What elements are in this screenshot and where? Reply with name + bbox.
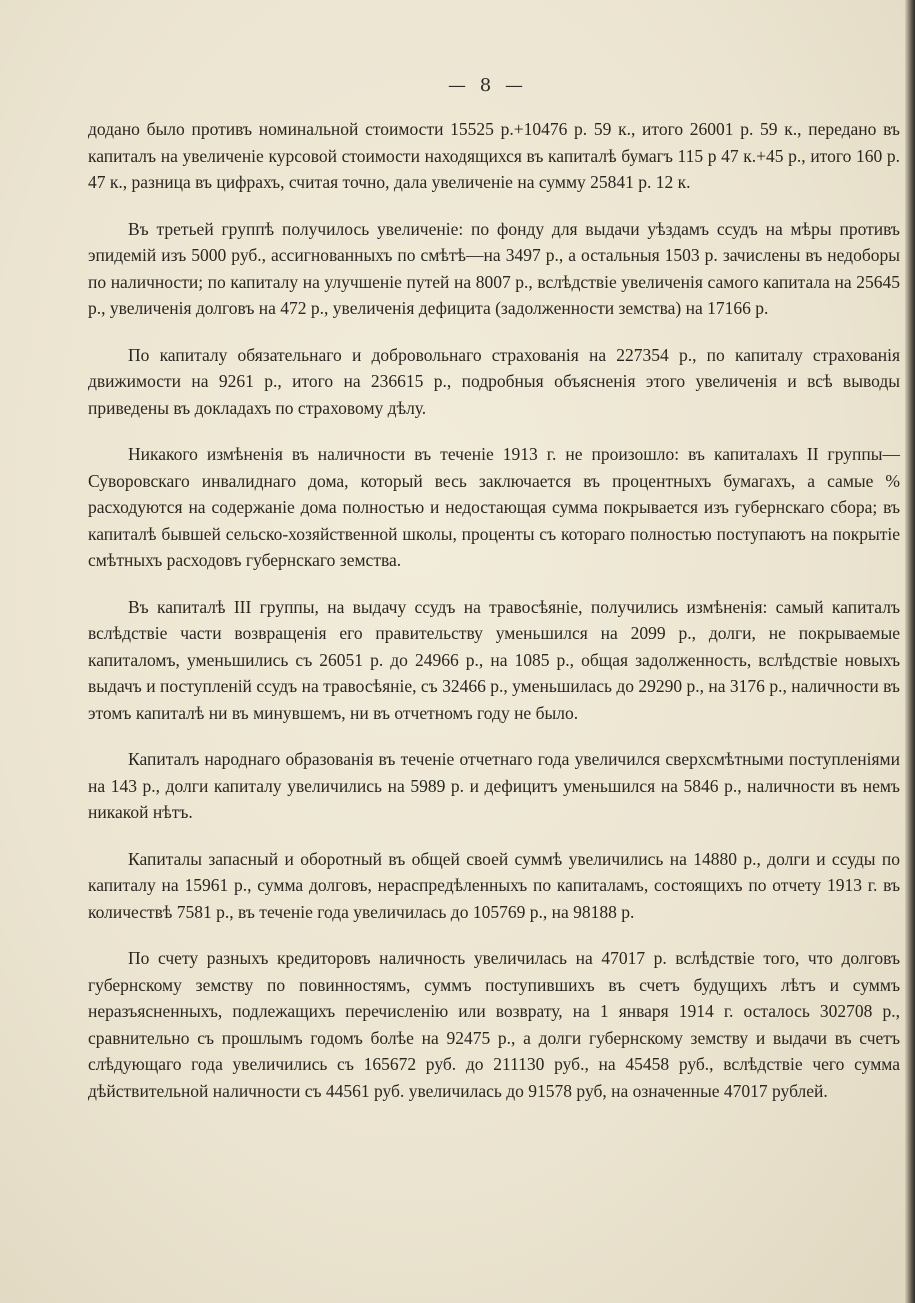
paragraph-2: Въ третьей группѣ получилось увеличеніе: по фонду для выдачи уѣздамъ ссудъ на мѣры противъ эпидемій изъ 5000 руб., ассигнованныхъ по смѣтѣ—на 3497 р., а остальныя 1503 р. зачислены въ недоборы по наличности; по капиталу на улучшеніе путей на 8007 р., вслѣдствіе увеличенія самого капитала на 25645 р., увеличенія долговъ на 472 р., увеличенія дефицита (задолженности земства) на 17166 р. — [88, 218, 900, 318]
paragraph-7: Капиталы запасный и оборотный въ общей своей суммѣ увеличились на 14880 р., долги и ссуды по капиталу на 15961 р., сумма долговъ, нераспредѣленныхъ по капиталамъ, состоящихъ по отчету 1913 г. въ количествѣ 7581 р., въ теченіе года увеличилась до 105769 р., на 98188 р. — [88, 848, 900, 922]
page-binding-edge — [905, 0, 915, 1303]
paragraph-4: Никакого измѣненія въ наличности въ теченіе 1913 г. не произошло: въ капиталахъ II группы—Суворовскаго инвалиднаго дома, который весь заключается въ процентныхъ бумагахъ, а самые % расходуются на содержаніе дома полностью и недостающая сумма покрывается изъ губернскаго сбора; въ капиталѣ бывшей сельско-хозяйственной школы, проценты съ котораго полностью поступаютъ на покрытіе смѣтныхъ расходовъ губернскаго земства. — [88, 444, 900, 570]
paragraph-1: додано было противъ номинальной стоимости 15525 р.+10476 р. 59 к., итого 26001 р. 59 к., передано въ капиталъ на увеличеніе курсовой стоимости находящихся въ капиталѣ бумагъ 115 р 47 к.+45 р., итого 160 р. 47 к., разница въ цифрахъ, считая точно, дала увеличеніе на сумму 25841 р. 12 к. — [88, 119, 900, 192]
paragraph-3: По капиталу обязательнаго и добровольнаго страхованія на 227354 р., по капиталу страхованія движимости на 9261 р., итого на 236615 р., подробныя объясненія этого увеличенія и всѣ выводы приведены въ докладахъ по страховому дѣлу. — [88, 344, 900, 418]
paragraph-5: Въ капиталѣ III группы, на выдачу ссудъ на травосѣяніе, получились измѣненія: самый капиталъ вслѣдствіе части возвращенія его правительству уменьшился на 2099 р., долги, не покрываемые капиталомъ, уменьшились съ 26051 р. до 24966 р., на 1085 р., общая задолженность, вслѣдствіе новыхъ выдачъ и поступленій ссудъ на травосѣяніе, съ 32466 р., уменьшилась до 29290 р., на 3176 р., наличности въ этомъ капиталѣ ни въ минувшемъ, ни въ отчетномъ году не было. — [88, 596, 900, 723]
page-number: — 8 — — [448, 75, 527, 96]
body-text — [88, 116, 900, 1124]
paragraph-6: Капиталъ народнаго образованія въ теченіе отчетнаго года увеличился сверхсмѣтными поступленіями на 143 р., долги капиталу увеличились на 5989 р. и дефицитъ уменьшился на 5846 р., наличности въ немъ никакой нѣтъ. — [88, 749, 900, 822]
paragraph-8: По счету разныхъ кредиторовъ наличность увеличилась на 47017 р. вслѣдствіе того, что долговъ губернскому земству по повинностямъ, суммъ поступившихъ въ счетъ будущихъ лѣтъ и суммъ неразъясненныхъ, подлежащихъ перечисленію или возврату, на 1 января 1914 г. осталось 302708 р., сравнительно съ прошлымъ годомъ болѣе на 92475 р., а долги губернскому земству и выдачи въ счетъ слѣдующаго года увеличились съ 165672 руб. до 211130 руб., на 45458 руб., вслѣдствіе чего сумма дѣйствительной наличности съ 44561 руб. увеличилась до 91578 руб, на означенные 47017 рублей. — [88, 948, 900, 1101]
